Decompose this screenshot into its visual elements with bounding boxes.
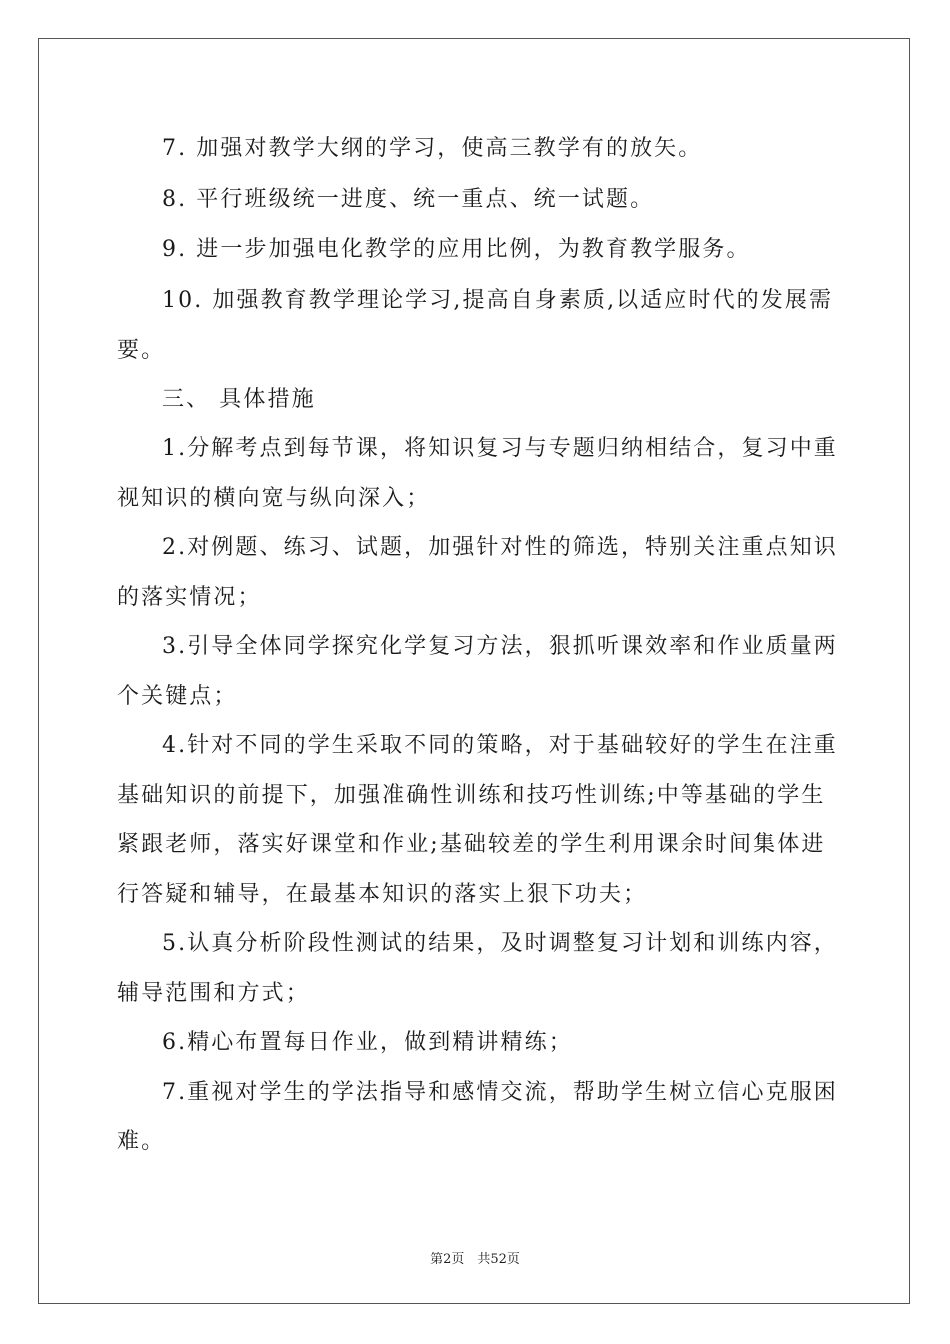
paragraph-line: 7. 加强对教学大纲的学习，使高三教学有的放矢。 [162,136,703,161]
section-heading: 三、 具体措施 [162,387,316,412]
paragraph-line: 行答疑和辅导，在最基本知识的落实上狠下功夫； [117,882,648,907]
paragraph-line: 3.引导全体同学探究化学复习方法，狠抓听课效率和作业质量两 [162,634,838,659]
paragraph-line: 个关键点； [117,684,238,709]
paragraph-line: 紧跟老师，落实好课堂和作业;基础较差的学生利用课余时间集体进 [117,832,826,857]
paragraph-line: 6.精心布置每日作业，做到精讲精练； [162,1030,573,1055]
paragraph-line: 5.认真分析阶段性测试的结果，及时调整复习计划和训练内容， [162,931,838,956]
paragraph-line: 7.重视对学生的学法指导和感情交流，帮助学生树立信心克服困 [162,1080,838,1105]
paragraph-line: 9. 进一步加强电化教学的应用比例，为教育教学服务。 [162,237,751,262]
paragraph-line: 要。 [117,338,166,363]
paragraph-line: 基础知识的前提下，加强准确性训练和技巧性训练;中等基础的学生 [117,783,826,808]
paragraph-line: 视知识的横向宽与纵向深入； [117,486,431,511]
paragraph-line: 难。 [117,1129,166,1154]
paragraph-line: 2.对例题、练习、试题，加强针对性的筛选，特别关注重点知识 [162,535,838,560]
paragraph-line: 的落实情况； [117,585,262,610]
page-number-footer: 第2页 共52页 [430,1252,520,1267]
page-border [38,38,910,1304]
paragraph-line: 辅导范围和方式； [117,981,310,1006]
paragraph-line: 10. 加强教育教学理论学习,提高自身素质,以适应时代的发展需 [162,288,834,313]
paragraph-line: 1.分解考点到每节课，将知识复习与专题归纳相结合，复习中重 [162,436,838,461]
paragraph-line: 4.针对不同的学生采取不同的策略，对于基础较好的学生在注重 [162,733,838,758]
paragraph-line: 8. 平行班级统一进度、统一重点、统一试题。 [162,187,655,212]
